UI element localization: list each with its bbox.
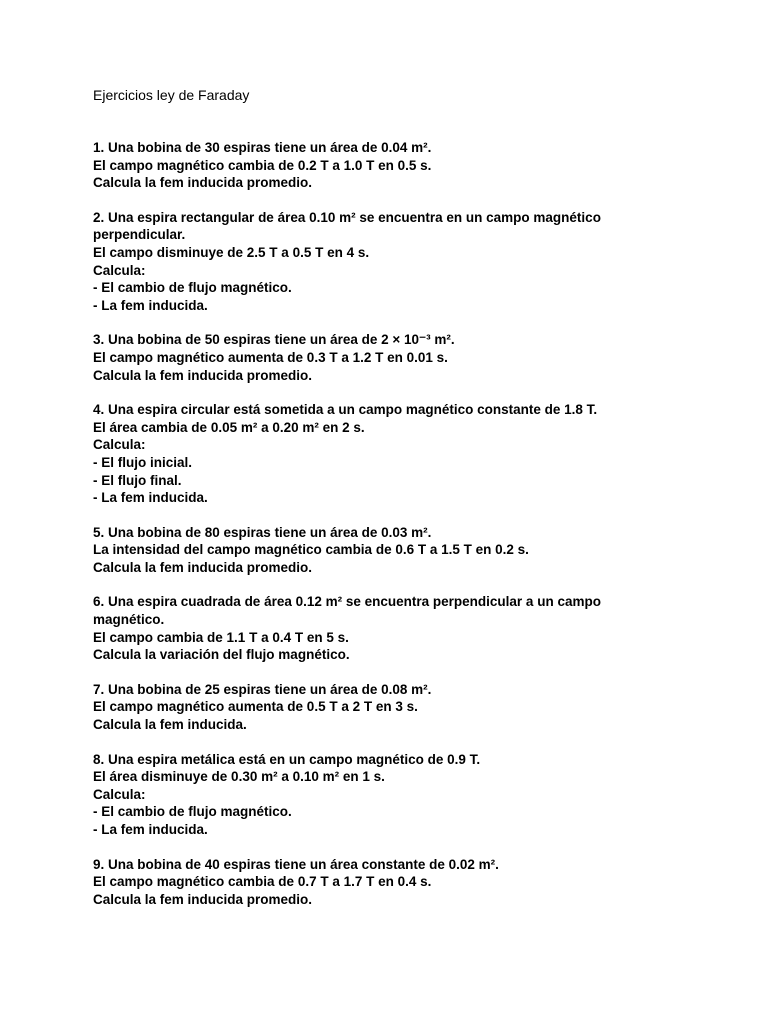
exercise-9 [93,856,733,909]
exercise-line: 7. Una bobina de 25 espiras tiene un área de 0.08 m². [93,681,432,697]
exercise-line: 2. Una espira rectangular de área 0.10 m² se encuentra en un campo magnético [93,209,601,225]
exercise-line: - El cambio de flujo magnético. [93,804,292,820]
exercise-8 [93,751,733,839]
exercise-line: 1. Una bobina de 30 espiras tiene un área de 0.04 m². [93,140,432,155]
exercise-line: Calcula: [93,262,146,278]
exercise-line: El área disminuye de 0.30 m² a 0.10 m² en 1 s. [93,769,385,785]
exercise-line: El campo magnético aumenta de 0.5 T a 2 T en 3 s. [93,699,418,715]
exercise-list [93,139,733,908]
document-page [93,86,733,925]
exercise-2 [93,209,733,315]
exercise-1 [93,139,733,192]
exercise-line: 3. Una bobina de 50 espiras tiene un área de 2 × 10⁻³ m². [93,332,455,348]
exercise-line: El campo magnético aumenta de 0.3 T a 1.2 T en 0.01 s. [93,349,448,365]
exercise-line: Calcula la fem inducida promedio. [93,891,313,907]
exercise-line: - El cambio de flujo magnético. [93,280,292,296]
exercise-line: 9. Una bobina de 40 espiras tiene un área constante de 0.02 m². [93,856,499,872]
exercise-line: 5. Una bobina de 80 espiras tiene un área de 0.03 m². [93,524,432,540]
exercise-line: - El flujo final. [93,472,182,488]
exercise-4 [93,401,733,507]
exercise-line: - La fem inducida. [93,297,208,313]
exercise-line: Calcula la fem inducida. [93,717,247,733]
exercise-line: - La fem inducida. [93,490,208,506]
exercise-7 [93,681,733,734]
exercise-line: Calcula la fem inducida promedio. [93,175,313,191]
exercise-line: Calcula: [93,786,146,802]
exercise-line: La intensidad del campo magnético cambia de 0.6 T a 1.5 T en 0.2 s. [93,542,529,558]
exercise-line: 6. Una espira cuadrada de área 0.12 m² se encuentra perpendicular a un campo [93,594,601,610]
exercise-5 [93,524,733,577]
exercise-line: - El flujo inicial. [93,454,193,470]
exercise-line: El campo magnético cambia de 0.7 T a 1.7 T en 0.4 s. [93,874,432,890]
exercise-line: El campo disminuye de 2.5 T a 0.5 T en 4 s. [93,244,370,260]
exercise-3 [93,331,733,384]
exercise-line: - La fem inducida. [93,822,208,837]
exercise-line: Calcula: [93,437,146,453]
exercise-line: Calcula la variación del flujo magnético. [93,647,350,663]
exercise-line: perpendicular. [93,227,186,243]
exercise-line: El campo cambia de 1.1 T a 0.4 T en 5 s. [93,629,349,645]
exercise-line: Calcula la fem inducida promedio. [93,559,313,575]
exercise-line: El campo magnético cambia de 0.2 T a 1.0 T en 0.5 s. [93,157,432,173]
exercise-line: Calcula la fem inducida promedio. [93,367,313,383]
exercise-line: 8. Una espira metálica está en un campo magnético de 0.9 T. [93,751,481,767]
exercise-6 [93,593,733,663]
document-title: Ejercicios ley de Faraday [93,87,250,103]
exercise-line: magnético. [93,612,165,628]
exercise-line: 4. Una espira circular está sometida a un campo magnético constante de 1.8 T. [93,402,598,418]
exercise-line: El área cambia de 0.05 m² a 0.20 m² en 2 s. [93,419,365,435]
